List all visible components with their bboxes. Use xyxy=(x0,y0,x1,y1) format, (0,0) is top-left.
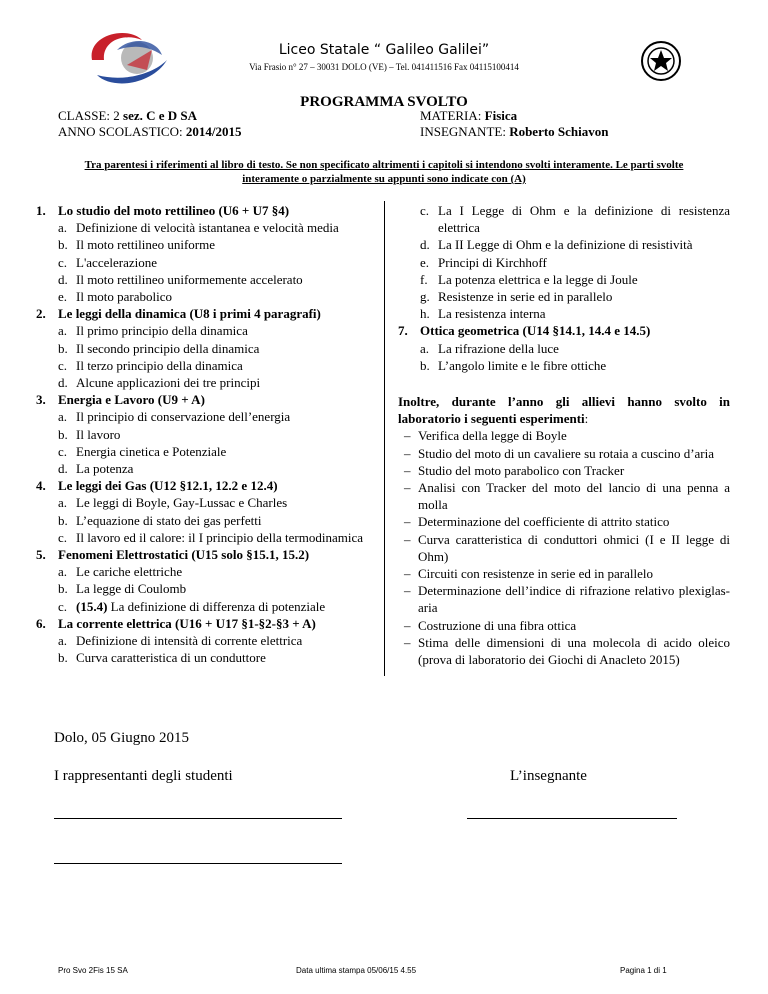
lab-intro-text: Inoltre, durante l’anno gli allievi hanno svolto in laboratorio i seguenti esperimenti xyxy=(398,394,730,427)
section-item xyxy=(36,460,370,477)
item-letter: f. xyxy=(420,271,428,287)
section-title: Energia e Lavoro (U9 + A) xyxy=(58,392,205,408)
experiment-dash: – xyxy=(404,566,411,582)
teacher-signature-line xyxy=(467,818,677,819)
materia-label: MATERIA: xyxy=(420,108,485,123)
item-letter: b. xyxy=(58,512,68,528)
insegnante-label: INSEGNANTE: xyxy=(420,124,510,139)
section-6-continued xyxy=(398,202,730,322)
student-signature-line-1 xyxy=(54,818,342,819)
section-number: 7. xyxy=(398,323,408,339)
reference-note: Tra parentesi i riferimenti al libro di testo. Se non specificato altrimenti i capitoli si intendono svolti interamente. Le parti svolte interamente o parzialmente su appunti sono indicate con (A) xyxy=(84,159,684,185)
item-letter: b. xyxy=(58,237,68,253)
section-item xyxy=(398,202,730,236)
item-text: Resistenze in serie ed in parallelo xyxy=(438,289,613,305)
experiments-list xyxy=(398,427,730,668)
item-text: La II Legge di Ohm e la definizione di resistività xyxy=(438,237,693,253)
experiment-dash: – xyxy=(404,514,411,530)
experiment-item xyxy=(398,462,730,479)
item-letter: b. xyxy=(58,426,68,442)
item-letter: a. xyxy=(58,220,68,236)
section-item xyxy=(36,219,370,236)
section-item xyxy=(398,271,730,288)
footer-right: Pagina 1 di 1 xyxy=(620,966,667,975)
section-item xyxy=(36,322,370,339)
experiment-dash: – xyxy=(404,445,411,461)
lab-intro-colon: : xyxy=(584,411,589,427)
section-item xyxy=(36,598,370,615)
date: Dolo, 05 Giugno 2015 xyxy=(54,730,189,746)
section-item xyxy=(36,563,370,580)
item-text: L’equazione di stato dei gas perfetti xyxy=(76,512,262,528)
item-text: Il lavoro ed il calore: il I principio della termodinamica xyxy=(76,529,363,545)
section-number: 4. xyxy=(36,478,46,494)
item-text: La rifrazione della luce xyxy=(438,340,559,356)
experiment-text: Stima delle dimensioni di una molecola di acido oleico (prova di laboratorio dei Giochi di Anacleto 2015) xyxy=(418,634,730,668)
item-text: Il terzo principio della dinamica xyxy=(76,357,243,373)
section-item xyxy=(36,494,370,511)
experiment-text: Determinazione dell’indice di rifrazione relativo plexiglas-aria xyxy=(418,583,730,616)
experiment-text: Studio del moto di un cavaliere su rotaia a cuscino d’aria xyxy=(418,445,715,461)
item-text: Curva caratteristica di un conduttore xyxy=(76,650,266,666)
item-letter: h. xyxy=(420,306,430,322)
item-text: La legge di Coulomb xyxy=(76,581,187,597)
section-number: 1. xyxy=(36,203,46,218)
item-letter: e. xyxy=(58,289,68,305)
section-item xyxy=(36,288,370,305)
item-text: La resistenza interna xyxy=(438,306,546,322)
item-text: Le leggi di Boyle, Gay-Lussac e Charles xyxy=(76,495,288,511)
item-text: Il moto rettilineo uniformemente accelerato xyxy=(76,271,303,287)
experiment-dash: – xyxy=(404,428,411,444)
anno-value: 2014/2015 xyxy=(185,124,242,139)
footer-center: Data ultima stampa 05/06/15 4.55 xyxy=(296,966,417,975)
section-heading xyxy=(36,546,370,563)
experiment-text: Studio del moto parabolico con Tracker xyxy=(418,462,625,478)
students-label: I rappresentanti degli studenti xyxy=(54,768,233,784)
experiment-text: Verifica della legge di Boyle xyxy=(418,428,567,444)
section-item xyxy=(36,374,370,391)
item-letter: c. xyxy=(58,598,68,614)
item-letter: c. xyxy=(420,203,430,218)
item-text: Il primo principio della dinamica xyxy=(76,323,248,339)
item-text: La potenza xyxy=(76,461,134,477)
section-title: Lo studio del moto rettilineo (U6 + U7 §4) xyxy=(58,203,290,218)
item-letter: b. xyxy=(58,340,68,356)
section-item xyxy=(36,254,370,271)
experiment-text: Costruzione di una fibra ottica xyxy=(418,617,577,633)
materia-value: Fisica xyxy=(484,108,518,123)
school-address: Via Frasio n° 27 – 30031 DOLO (VE) – Tel. 041411516 Fax 04115100414 xyxy=(249,62,519,72)
meta-right xyxy=(420,108,609,140)
item-text: Il principio di conservazione dell’energia xyxy=(76,409,291,425)
item-letter: a. xyxy=(58,409,68,425)
section-item xyxy=(36,632,370,649)
item-text: Il moto parabolico xyxy=(76,289,173,305)
item-text: Il secondo principio della dinamica xyxy=(76,340,260,356)
item-text: La I Legge di Ohm e la definizione di resistenza elettrica xyxy=(438,203,730,236)
section-title: Fenomeni Elettrostatici (U15 solo §15.1, 15.2) xyxy=(58,547,310,563)
item-letter: d. xyxy=(420,237,430,253)
lab-intro xyxy=(398,393,730,427)
item-letter: g. xyxy=(420,289,430,305)
item-text: Definizione di velocità istantanea e velocità media xyxy=(76,220,339,236)
experiment-dash: – xyxy=(404,531,411,547)
item-text: Il moto rettilineo uniforme xyxy=(76,237,215,253)
section-number: 6. xyxy=(36,615,46,631)
item-text: Le cariche elettriche xyxy=(76,564,183,580)
experiment-item xyxy=(398,445,730,462)
experiment-item xyxy=(398,479,730,513)
section-item xyxy=(398,236,730,253)
column-divider xyxy=(384,201,385,676)
section-item xyxy=(398,340,730,357)
student-signature-line-2 xyxy=(54,863,342,864)
item-text: L'accelerazione xyxy=(76,254,157,270)
item-letter: c. xyxy=(58,357,68,373)
item-bold-ref: (15.4) xyxy=(76,598,108,614)
section-item xyxy=(398,288,730,305)
section-heading xyxy=(36,305,370,322)
experiment-item xyxy=(398,582,730,616)
item-text: Definizione di intensità di corrente elettrica xyxy=(76,633,303,649)
classe-value: sez. C e D SA xyxy=(123,108,198,123)
section-7 xyxy=(398,322,730,374)
experiment-item xyxy=(398,513,730,530)
anno-label: ANNO SCOLASTICO: xyxy=(58,124,186,139)
section-number: 3. xyxy=(36,392,46,408)
experiment-text: Analisi con Tracker del moto del lancio di una penna a molla xyxy=(418,480,730,513)
meta-left xyxy=(58,108,241,140)
experiment-item xyxy=(398,617,730,634)
section-heading xyxy=(398,322,730,339)
item-text: Il lavoro xyxy=(76,426,121,442)
section-item xyxy=(36,236,370,253)
item-letter: a. xyxy=(58,564,68,580)
section-item xyxy=(36,649,370,666)
section-title: La corrente elettrica (U16 + U17 §1-§2-§3 + A) xyxy=(58,615,316,631)
item-letter: a. xyxy=(420,340,430,356)
teacher-label: L’insegnante xyxy=(510,768,587,784)
item-letter: d. xyxy=(58,375,68,391)
experiment-dash: – xyxy=(404,617,411,633)
item-letter: c. xyxy=(58,529,68,545)
section-number: 5. xyxy=(36,547,46,563)
item-text: La potenza elettrica e la legge di Joule xyxy=(438,271,638,287)
classe-label: CLASSE: 2 xyxy=(58,108,124,123)
experiment-item xyxy=(398,427,730,444)
section-item xyxy=(36,340,370,357)
experiment-dash: – xyxy=(404,480,411,496)
item-letter: a. xyxy=(58,495,68,511)
experiment-dash: – xyxy=(404,462,411,478)
experiment-text: Determinazione del coefficiente di attrito statico xyxy=(418,514,670,530)
section-title: Le leggi della dinamica (U8 i primi 4 paragrafi) xyxy=(58,306,321,322)
item-text: L’angolo limite e le fibre ottiche xyxy=(438,357,607,373)
section-title: Le leggi dei Gas (U12 §12.1, 12.2 e 12.4) xyxy=(58,478,278,494)
page-title: PROGRAMMA SVOLTO xyxy=(300,94,468,110)
footer-left: Pro Svo 2Fis 15 SA xyxy=(58,966,128,975)
item-letter: e. xyxy=(420,254,430,270)
insegnante-value: Roberto Schiavon xyxy=(509,124,609,139)
section-item xyxy=(36,580,370,597)
item-letter: a. xyxy=(58,633,68,649)
section-number: 2. xyxy=(36,306,46,322)
experiment-item xyxy=(398,565,730,582)
section-heading xyxy=(36,391,370,408)
experiment-text: Circuiti con resistenze in serie ed in parallelo xyxy=(418,566,653,582)
section-item xyxy=(36,443,370,460)
section-title: Ottica geometrica (U14 §14.1, 14.4 e 14.5) xyxy=(420,323,651,339)
section-item xyxy=(398,357,730,374)
section-item xyxy=(36,426,370,443)
item-text: Energia cinetica e Potenziale xyxy=(76,443,227,459)
experiment-item xyxy=(398,634,730,668)
section-item xyxy=(36,408,370,425)
item-letter: c. xyxy=(58,254,68,270)
item-letter: c. xyxy=(58,443,68,459)
school-name: Liceo Statale “ Galileo Galilei” xyxy=(278,42,490,58)
item-text: Alcune applicazioni dei tre principi xyxy=(76,375,261,391)
item-letter: b. xyxy=(420,357,430,373)
section-heading xyxy=(36,477,370,494)
program-left-column xyxy=(36,202,370,666)
section-item xyxy=(398,305,730,322)
section-heading xyxy=(36,615,370,632)
experiment-dash: – xyxy=(404,634,411,650)
program-right-column xyxy=(398,202,730,668)
item-letter: b. xyxy=(58,650,68,666)
section-item xyxy=(36,271,370,288)
item-text: La definizione di differenza di potenziale xyxy=(107,598,326,614)
section-heading xyxy=(36,202,370,219)
section-item xyxy=(398,254,730,271)
section-item xyxy=(36,357,370,374)
item-letter: a. xyxy=(58,323,68,339)
item-letter: d. xyxy=(58,271,68,287)
experiment-dash: – xyxy=(404,583,411,599)
experiment-text: Curva caratteristica di conduttori ohmici (I e II legge di Ohm) xyxy=(418,531,730,564)
experiment-item xyxy=(398,531,730,565)
section-item xyxy=(36,529,370,546)
item-letter: d. xyxy=(58,461,68,477)
section-item xyxy=(36,512,370,529)
item-text: Principi di Kirchhoff xyxy=(438,254,547,270)
item-letter: b. xyxy=(58,581,68,597)
